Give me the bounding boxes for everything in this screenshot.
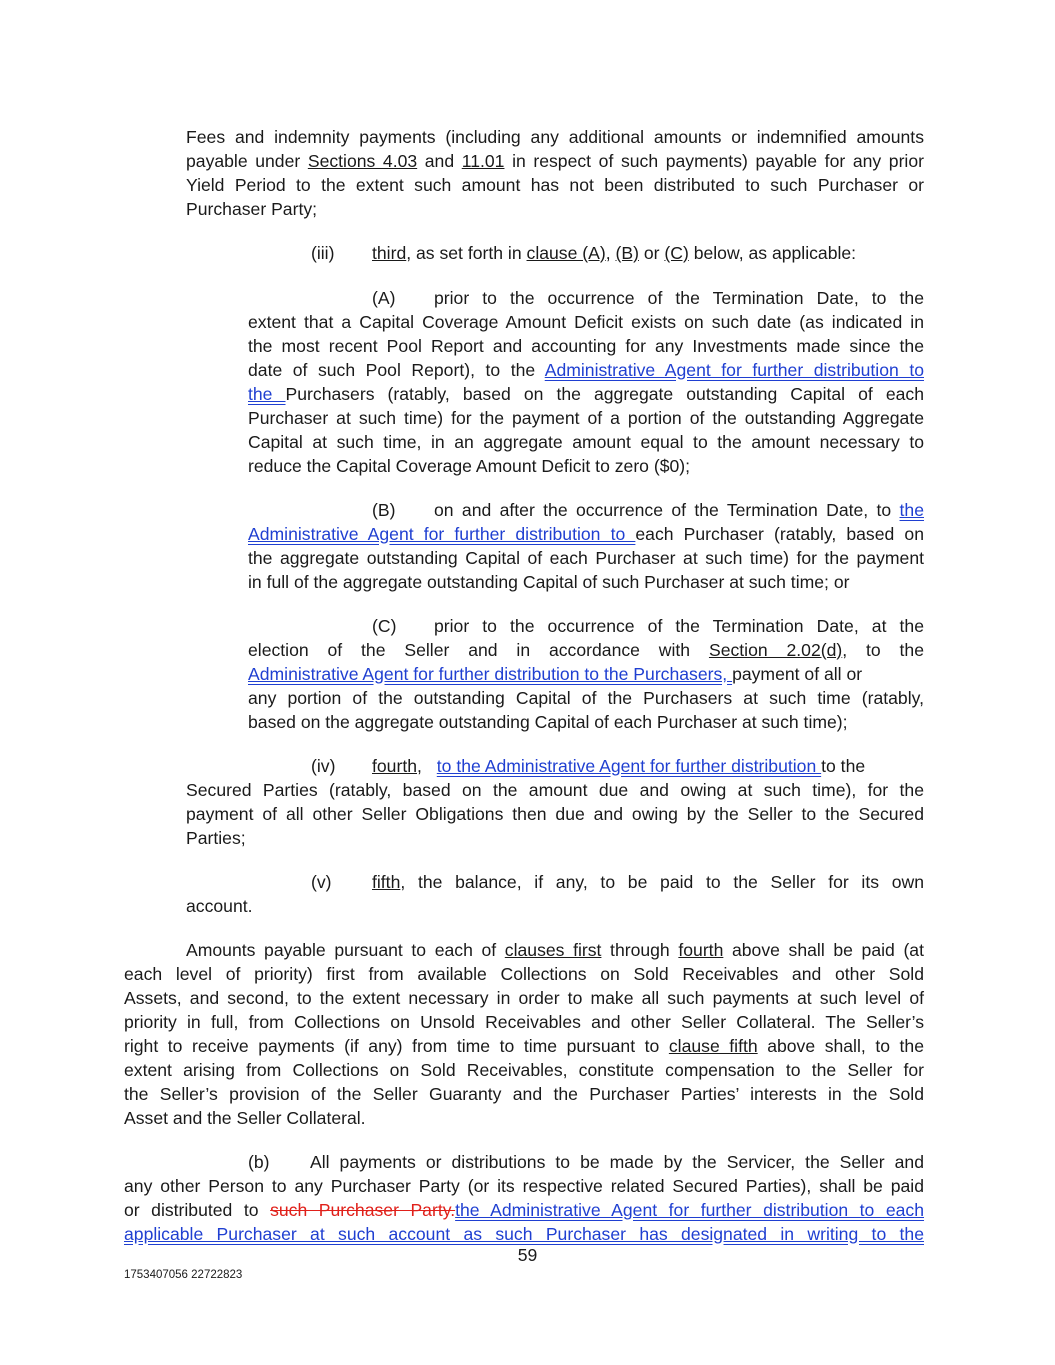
text: the Seller’s provision of the Seller Guaranty and the Purchaser Parties’ interests in the Sold <box>124 1084 924 1104</box>
section-ref: Sections 4.03 <box>307 151 418 171</box>
clause-A-line <box>372 286 924 310</box>
text: the aggregate outstanding Capital of each Purchaser at such time) for the payment <box>248 548 924 568</box>
text: any portion of the outstanding Capital of the Purchasers at such time (ratably, <box>248 688 924 708</box>
clause-ref: clause (A) <box>526 243 606 263</box>
clause-B-line <box>248 546 924 570</box>
text: above shall, to the <box>757 1036 925 1056</box>
clause-A-line <box>248 454 690 478</box>
inserted-text: the <box>248 384 286 404</box>
text: payment of all or <box>732 664 863 684</box>
text: Fees and indemnity payments (including any additional amounts or indemnified amounts <box>186 127 924 147</box>
clause-B-line <box>248 522 924 546</box>
clause-number: (b) <box>248 1152 270 1172</box>
text: Yield Period to the extent such amount has not been distributed to such Purchaser or <box>186 175 924 195</box>
clause-number: (iii) <box>311 243 335 263</box>
text: Assets, and second, to the extent necessary in order to make all such payments at such level of <box>124 988 924 1008</box>
clause-C-line <box>248 686 924 710</box>
deleted-text: such Purchaser Party. <box>270 1200 456 1220</box>
amounts-para-line <box>124 1058 924 1082</box>
clause-A-line <box>248 430 924 454</box>
clause-A-line <box>248 358 924 382</box>
text: Purchaser Party; <box>186 199 318 219</box>
text: each level of priority) first from available Collections on Sold Receivables and other Sold <box>124 964 924 984</box>
para-fees-line <box>186 173 924 197</box>
clause-A-line <box>248 310 924 334</box>
clause-ref: clauses first <box>504 940 602 960</box>
para-fees-line <box>186 125 924 149</box>
clause-number: (A) <box>372 288 396 308</box>
text: Amounts payable pursuant to each of <box>186 940 505 960</box>
text: to the <box>821 756 866 776</box>
text: , as set forth in <box>406 243 527 263</box>
text: Parties; <box>186 828 246 848</box>
text: the most recent Pool Report and accounting for any Investments made since the <box>248 336 924 356</box>
amounts-para-line <box>124 1106 366 1130</box>
text: payable under <box>186 151 308 171</box>
clause-iv-line <box>311 754 865 778</box>
text: based on the aggregate outstanding Capital of each Purchaser at such time); <box>248 712 848 732</box>
clause-B-line <box>372 498 924 522</box>
section-b-line <box>124 1198 924 1222</box>
clause-ref: fourth <box>678 940 724 960</box>
clause-iv-line <box>186 802 924 826</box>
text: Secured Parties (ratably, based on the amount due and owing at such time), for the <box>186 780 924 800</box>
clause-ref: (B) <box>615 243 639 263</box>
text: in respect of such payments) payable for any prior <box>504 151 924 171</box>
text: , to the <box>842 640 924 660</box>
text: , the balance, if any, to be paid to the Seller for its own <box>400 872 924 892</box>
inserted-text: to the Administrative Agent for further distribution <box>436 756 822 776</box>
section-b-line <box>248 1150 924 1174</box>
clause-ref: clause fifth <box>668 1036 758 1056</box>
clause-number: (B) <box>372 500 396 520</box>
inserted-text: the <box>899 500 924 520</box>
amounts-para-line <box>124 962 924 986</box>
text: account. <box>186 896 253 916</box>
text: in full of the aggregate outstanding Capital of such Purchaser at such time; or <box>248 572 850 592</box>
document-id-footer: 1753407056 22722823 <box>124 1269 243 1281</box>
clause-B-line <box>248 570 849 594</box>
clause-A-line <box>248 382 924 406</box>
inserted-text: applicable Purchaser at such account as such Purchaser has designated in writing to the <box>124 1224 924 1244</box>
text: Asset and the Seller Collateral. <box>124 1108 366 1128</box>
clause-iii <box>311 241 856 265</box>
text: reduce the Capital Coverage Amount Deficit to zero ($0); <box>248 456 691 476</box>
amounts-para-line <box>186 938 924 962</box>
text: each Purchaser (ratably, based on <box>635 524 924 544</box>
text: prior to the occurrence of the Termination Date, to the <box>434 288 924 308</box>
section-b-line <box>124 1174 924 1198</box>
text: extent that a Capital Coverage Amount Deficit exists on such date (as indicated in <box>248 312 924 332</box>
text: Capital at such time, in an aggregate amount equal to the amount necessary to <box>248 432 924 452</box>
page-number: 59 <box>517 1245 538 1265</box>
inserted-text: Administrative Agent for further distribution to <box>544 360 924 380</box>
clause-C-line <box>248 710 848 734</box>
clause-C-line <box>248 638 924 662</box>
text: , <box>605 243 616 263</box>
text: or <box>638 243 665 263</box>
clause-ref: (C) <box>664 243 689 263</box>
section-ref: 11.01 <box>461 151 505 171</box>
inserted-text: the Administrative Agent for further distribution to each <box>455 1200 925 1220</box>
clause-v-line <box>311 870 924 894</box>
amounts-para-line <box>124 1034 924 1058</box>
text: through <box>601 940 679 960</box>
inserted-text: Administrative Agent for further distribution to the Purchasers, <box>248 664 733 684</box>
clause-C-line <box>372 614 924 638</box>
text: payment of all other Seller Obligations then due and owing by the Seller to the Secured <box>186 804 924 824</box>
amounts-para-line <box>124 1010 924 1034</box>
para-fees-line <box>186 197 317 221</box>
text: prior to the occurrence of the Termination Date, at the <box>434 616 924 636</box>
clause-iv-line <box>186 826 246 850</box>
text: , <box>417 756 427 776</box>
text: election of the Seller and in accordance with <box>248 640 709 660</box>
text: extent arising from Collections on Sold Receivables, constitute compensation to the Seller for <box>124 1060 924 1080</box>
text: any other Person to any Purchaser Party (or its respective related Secured Parties), shall be paid <box>124 1176 924 1196</box>
text: All payments or distributions to be made by the Servicer, the Seller and <box>310 1152 924 1172</box>
clause-number: (C) <box>372 616 397 636</box>
text: on and after the occurrence of the Termination Date, to <box>434 500 900 520</box>
clause-number: (iv) <box>311 756 336 776</box>
clause-number: (v) <box>311 872 332 892</box>
clause-C-line <box>248 662 862 686</box>
clause-A-line <box>248 334 924 358</box>
clause-keyword: third <box>372 243 407 263</box>
amounts-para-line <box>124 986 924 1010</box>
clause-A-line <box>248 406 924 430</box>
para-fees-line <box>186 149 924 173</box>
text: Purchasers (ratably, based on the aggregate outstanding Capital of each <box>285 384 924 404</box>
text: or distributed to <box>124 1200 271 1220</box>
amounts-para-line <box>124 1082 924 1106</box>
text: date of such Pool Report), to the <box>248 360 545 380</box>
text: and <box>417 151 462 171</box>
section-ref: Section 2.02(d) <box>708 640 843 660</box>
text: below, as applicable: <box>688 243 857 263</box>
clause-iv-line <box>186 778 924 802</box>
inserted-text: Administrative Agent for further distribution to <box>248 524 636 544</box>
clause-keyword: fourth <box>372 756 417 776</box>
clause-v-line <box>186 894 253 918</box>
clause-keyword: fifth <box>372 872 401 892</box>
text: priority in full, from Collections on Unsold Receivables and other Seller Collateral. The Seller’s <box>124 1012 924 1032</box>
text: right to receive payments (if any) from time to time pursuant to <box>124 1036 669 1056</box>
text: Purchaser at such time) for the payment of a portion of the outstanding Aggregate <box>248 408 924 428</box>
text: above shall be paid (at <box>723 940 924 960</box>
